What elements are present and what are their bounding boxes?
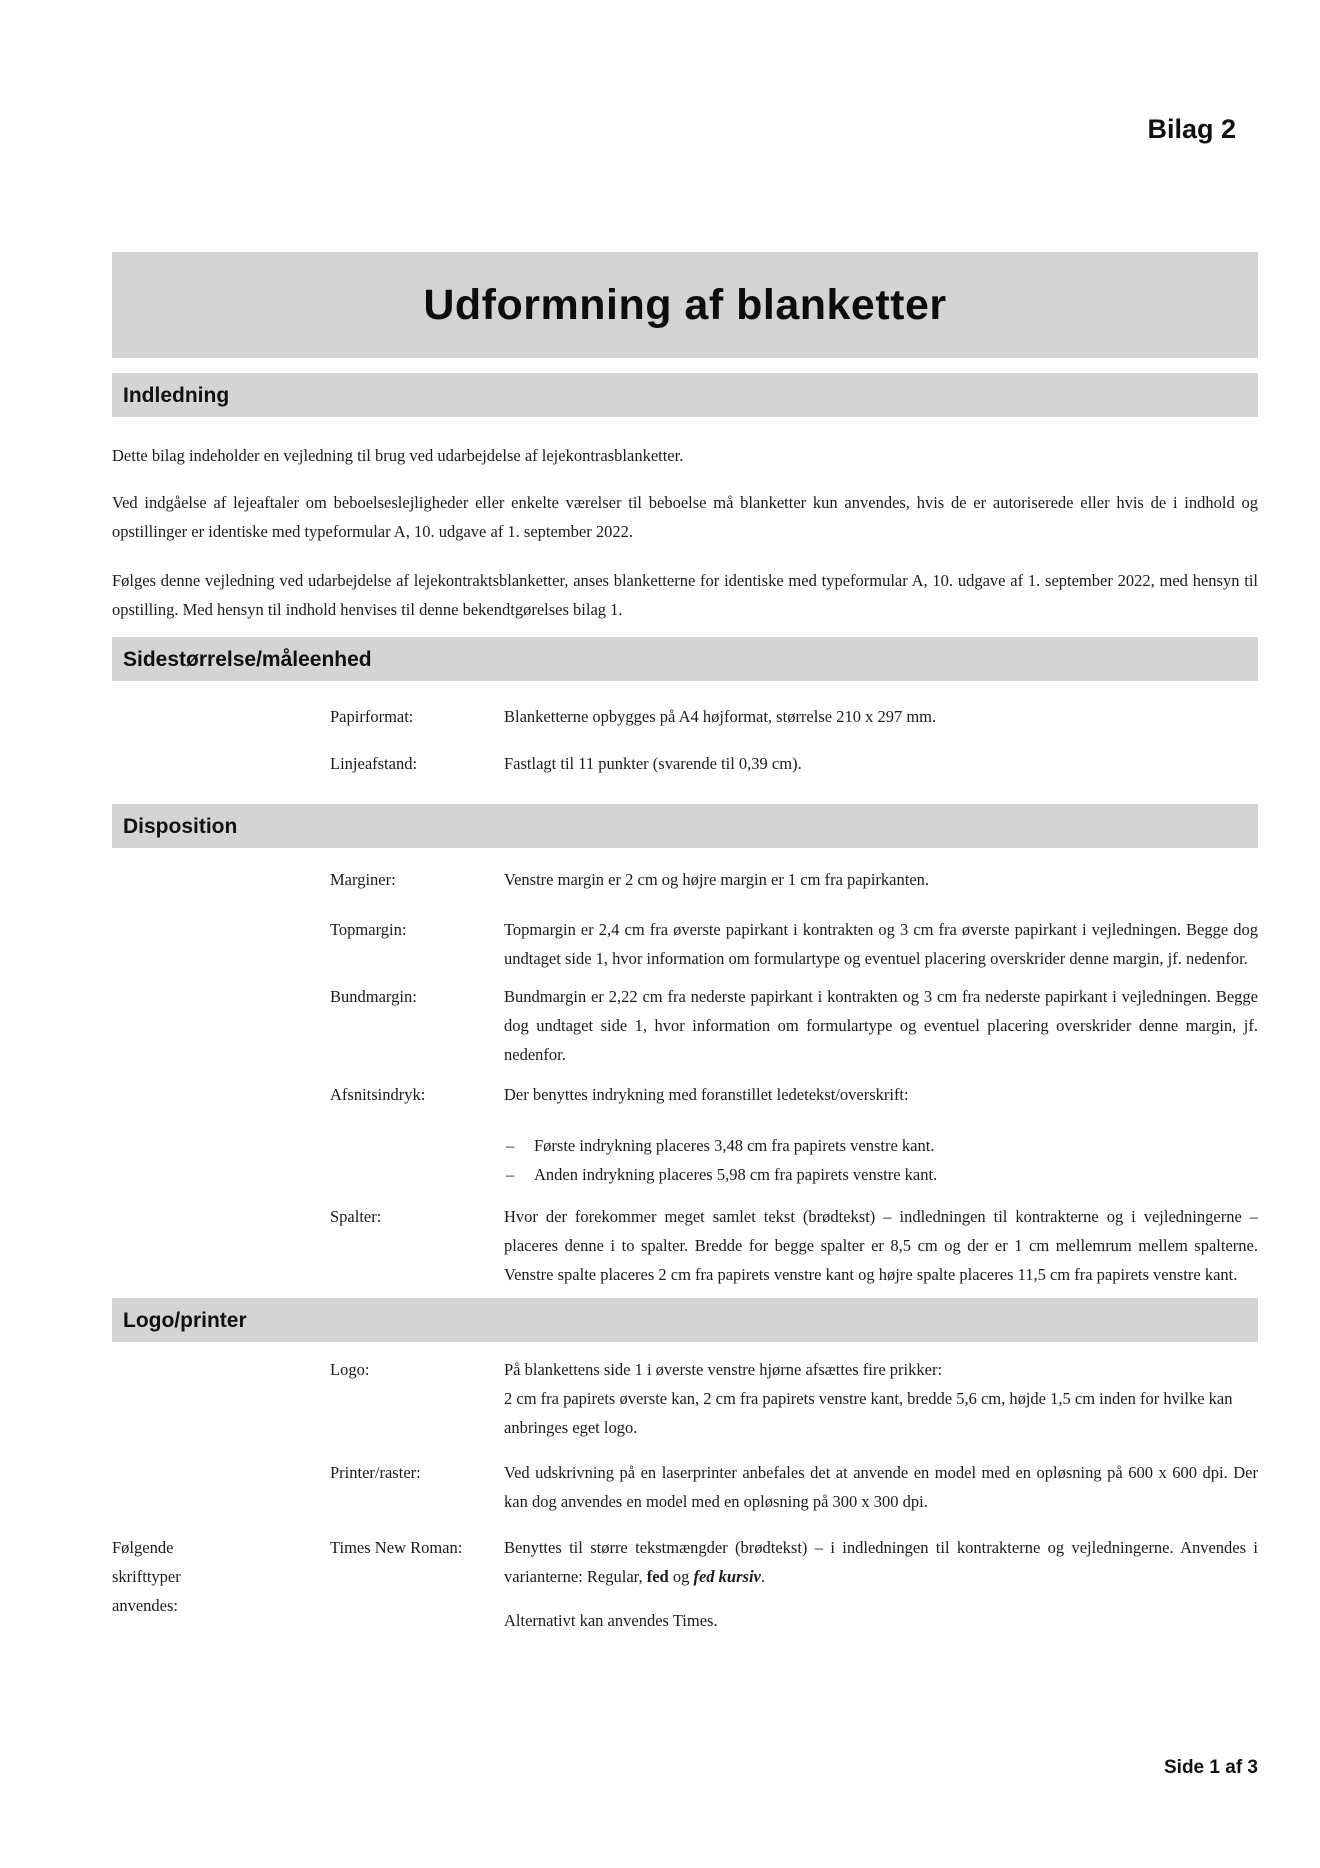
row-value <box>504 1080 1258 1189</box>
intro-paragraph-1: Dette bilag indeholder en vejledning til brug ved udarbejdelse af lejekontrasblanketter. <box>112 446 684 465</box>
side-label-skrifttyper: Følgende skrifttyper anvendes: <box>112 1538 181 1615</box>
bullet-list <box>504 1131 1258 1189</box>
spec-row-papirformat <box>330 702 1258 731</box>
section-heading-disposition: Disposition <box>123 814 238 838</box>
page-title: Udformning af blanketter <box>423 280 947 329</box>
row-value: Ved udskrivning på en laserprinter anbefales det at anvende en model med en opløsning på 600 x 600 dpi. Der kan dog anvendes en model med en opløsning på 300 x 300 dpi. <box>504 1463 1258 1511</box>
bullet-text: Anden indrykning placeres 5,98 cm fra papirets venstre kant. <box>534 1165 938 1184</box>
times-usage-text <box>504 1533 1258 1591</box>
row-value: Blanketterne opbygges på A4 højformat, størrelse 210 x 297 mm. <box>504 707 937 726</box>
row-label: Bundmargin: <box>330 987 417 1006</box>
row-label: Papirformat: <box>330 707 414 726</box>
spec-row-topmargin <box>330 915 1258 973</box>
section-bar-indledning <box>112 373 1258 417</box>
bullet-item <box>504 1160 1258 1189</box>
spec-row-printer <box>330 1458 1258 1516</box>
section-heading-logo-printer: Logo/printer <box>123 1308 247 1332</box>
section-heading-indledning: Indledning <box>123 383 230 407</box>
document-content <box>112 0 1258 1635</box>
spec-row-afsnitsindryk <box>330 1080 1258 1189</box>
page-number: Side 1 af 3 <box>1164 1757 1258 1778</box>
spec-row-logo <box>330 1355 1258 1442</box>
bullet-item <box>504 1131 1258 1160</box>
row-value: Hvor der forekommer meget samlet tekst (brødtekst) – indledningen til kontrakterne og i vejledningerne – placeres denne i to spalter. Bredde for begge spalter er 8,5 cm og der er 1 cm mellemrum mellem spalterne. Venstre spalte placeres 2 cm fra papirets venstre kant og højre spalte placeres 11,5 cm fra papirets venstre kant. <box>504 1207 1258 1284</box>
bullet-text: Første indrykning placeres 3,48 cm fra papirets venstre kant. <box>534 1136 935 1155</box>
times-text-bold: fed <box>646 1567 669 1586</box>
times-text-bold-italic: fed kursiv <box>693 1567 761 1586</box>
spec-row-marginer <box>330 865 1258 894</box>
row-label: Times New Roman: <box>330 1538 463 1557</box>
spec-row-bundmargin <box>330 982 1258 1069</box>
afsnitsindryk-intro: Der benyttes indrykning med foranstillet ledetekst/overskrift: <box>504 1085 909 1104</box>
intro-paragraph-3: Følges denne vejledning ved udarbejdelse af lejekontraktsblanketter, anses blanketterne for identiske med typeformular A, 10. udgave af 1. september 2022, med hensyn til opstilling. Med hensyn til indhold henvises til denne bekendtgørelses bilag 1. <box>112 571 1258 619</box>
spec-row-linjeafstand <box>330 749 1258 778</box>
row-label: Linjeafstand: <box>330 754 418 773</box>
logo-text-line-2: 2 cm fra papirets øverste kan, 2 cm fra papirets venstre kant, bredde 5,6 cm, højde 1,5 cm inden for hvilke kan anbringes eget logo. <box>504 1389 1233 1437</box>
section-heading-sidestorrelse: Sidestørrelse/måleenhed <box>123 647 372 671</box>
section-bar-disposition <box>112 804 1258 848</box>
row-value: Bundmargin er 2,22 cm fra nederste papirkant i kontrakten og 3 cm fra nederste papirkant i vejledningen. Begge dog undtaget side 1, hvor information om formulartype og eventuel placering overskrider denne margin, jf. nedenfor. <box>504 987 1258 1064</box>
row-label: Logo: <box>330 1360 370 1379</box>
row-label: Printer/raster: <box>330 1463 421 1482</box>
times-text-regular: Benyttes til større tekstmængder (brødtekst) – i indledningen til kontrakterne og vejledningerne. Anvendes i varianterne: Regular, <box>504 1538 1258 1586</box>
spec-row-spalter <box>330 1202 1258 1289</box>
dash-bullet-icon: – <box>506 1165 515 1184</box>
row-label: Afsnitsindryk: <box>330 1085 426 1104</box>
section-bar-sidestorrelse <box>112 637 1258 681</box>
row-value: Topmargin er 2,4 cm fra øverste papirkant i kontrakten og 3 cm fra øverste papirkant i vejledningen. Begge dog undtaget side 1, hvor information om formulartype og eventuel placering overskrider denne margin, jf. nedenfor. <box>504 920 1258 968</box>
times-text-connector: og <box>668 1567 694 1586</box>
row-value <box>504 1355 1258 1442</box>
row-value <box>504 1533 1258 1635</box>
row-value: Venstre margin er 2 cm og højre margin er 1 cm fra papirkanten. <box>504 870 930 889</box>
title-banner <box>112 252 1258 358</box>
row-value: Fastlagt til 11 punkter (svarende til 0,39 cm). <box>504 754 802 773</box>
times-text-period: . <box>760 1567 765 1586</box>
logo-text-line-1: På blankettens side 1 i øverste venstre hjørne afsættes fire prikker: <box>504 1360 943 1379</box>
attachment-tag: Bilag 2 <box>1147 114 1236 144</box>
row-label: Spalter: <box>330 1207 382 1226</box>
row-label: Marginer: <box>330 870 396 889</box>
dash-bullet-icon: – <box>506 1136 515 1155</box>
section-bar-logo-printer <box>112 1298 1258 1342</box>
intro-paragraph-2: Ved indgåelse af lejeaftaler om beboelseslejligheder eller enkelte værelser til beboelse må blanketter kun anvendes, hvis de er autoriserede eller hvis de i indhold og opstillinger er identiske med typeformular A, 10. udgave af 1. september 2022. <box>112 493 1258 541</box>
times-alternative-text: Alternativt kan anvendes Times. <box>504 1611 718 1630</box>
row-label: Topmargin: <box>330 920 407 939</box>
spec-row-skrifttyper <box>112 1533 1258 1635</box>
